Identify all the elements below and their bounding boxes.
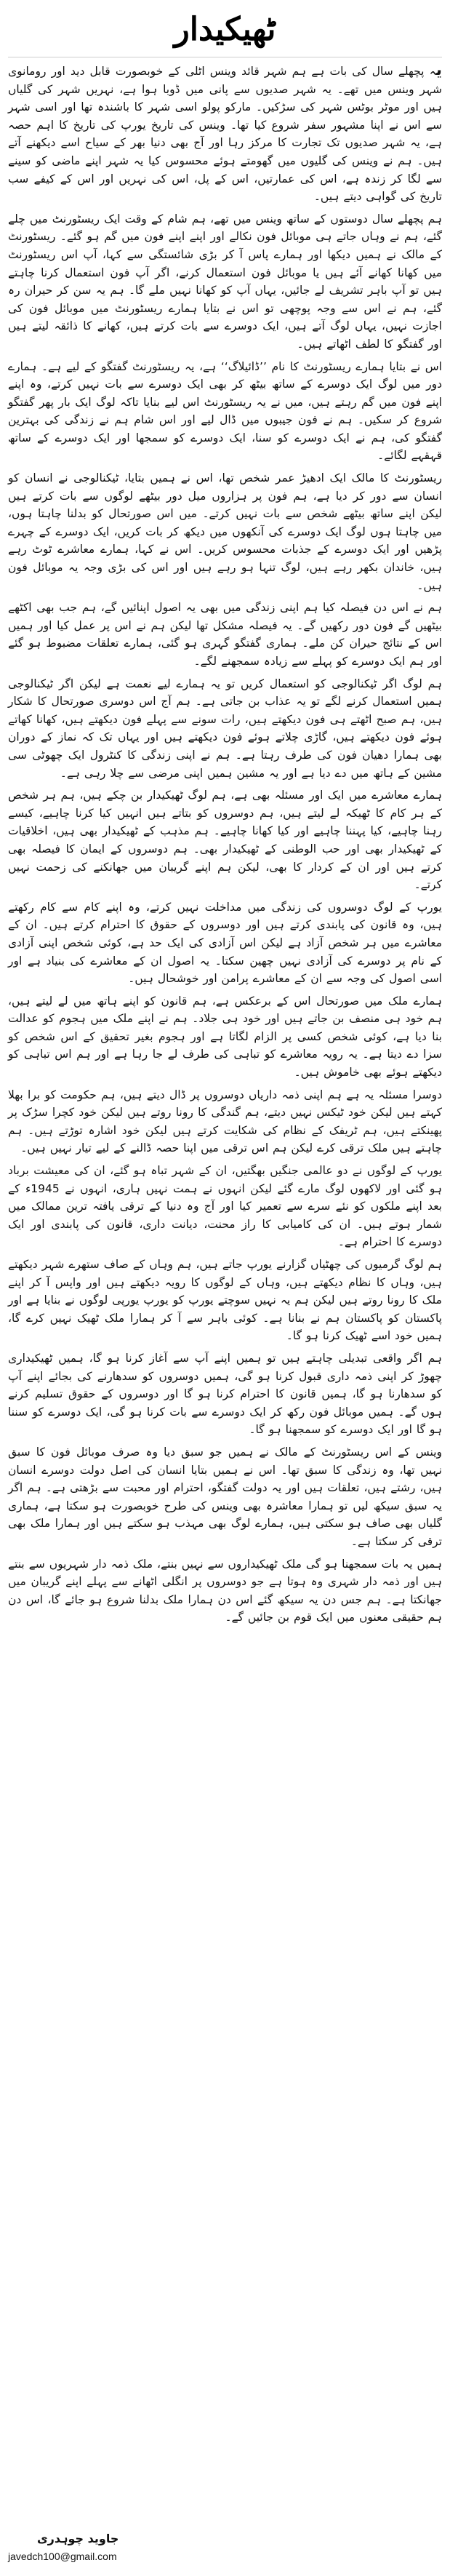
article-paragraph: ہم پچھلے سال دوستوں کے ساتھ وینس میں تھے، ہم شام کے وقت ایک ریسٹورنٹ میں چلے گئے، ہم نے وہاں جاتے ہی موبائل فون نکالے اور اپنے اپنے فون میں گم ہو گئے۔ ریسٹورنٹ کے مالک نے ہمیں دیکھا اور ہمارے پاس آ کر بڑی شائستگی سے کہا، آپ اس ریسٹورنٹ میں کھانا کھانے آئے ہیں یا موبائل فون استعمال کرنے، اگر آپ فون استعمال کرنا چاہتے ہیں تو آپ باہر تشریف لے جائیں، یہاں آپ کو کھانا نہیں ملے گا۔ ہم یہ سن کر حیران رہ گئے، ہم نے اس سے وجہ پوچھی تو اس نے بتایا ہمارے ریسٹورنٹ میں موبائل فون کی اجازت نہیں، یہاں لوگ آتے ہیں، ایک دوسرے سے بات کرتے ہیں، کھانے کا ذائقہ لیتے ہیں اور گفتگو کا لطف اٹھاتے ہیں۔ — [8, 212, 442, 351]
article-paragraph: ہم لوگ اگر ٹیکنالوجی کو استعمال کریں تو یہ ہمارے لیے نعمت ہے لیکن اگر ٹیکنالوجی ہمیں استعمال کرنے لگے تو یہ عذاب بن جاتی ہے۔ ہم آج اس دوسری صورتحال کا شکار ہیں، ہم صبح اٹھتے ہی فون دیکھتے ہیں، رات سونے سے پہلے فون دیکھتے ہیں، کھانا کھاتے ہوئے فون دیکھتے ہیں، گاڑی چلاتے ہوئے فون دیکھتے ہیں اور یہاں تک کہ نماز کے دوران بھی ہمارا دھیان فون کی طرف رہتا ہے۔ ہم نے اپنی زندگی کا کنٹرول ایک چھوٹی سی مشین کے ہاتھ میں دے دیا ہے اور یہ مشین ہمیں اپنی مرضی سے چلا رہی ہے۔ — [8, 677, 442, 780]
article-paragraph: اس نے بتایا ہمارے ریسٹورنٹ کا نام ’’ڈائیلاگ‘‘ ہے، یہ ریسٹورنٹ گفتگو کے لیے ہے۔ ہمارے دور میں لوگ ایک دوسرے کے ساتھ بیٹھ کر بھی ایک دوسرے سے بات نہیں کرتے، وہ اپنے اپنے فون میں گم رہتے ہیں، میں نے یہ ریسٹورنٹ اس لیے بنایا تاکہ لوگ ایک بار پھر گفتگو شروع کر سکیں۔ ہم نے فون جیبوں میں ڈال لیے اور اس شام ہم نے زندگی کی بہترین گفتگو کی، ہم نے ایک دوسرے کو سنا، ایک دوسرے کو سمجھا اور ایک دوسرے کے ساتھ قہقہے لگائے۔ — [8, 359, 442, 463]
article-paragraph: وینس کے اس ریسٹورنٹ کے مالک نے ہمیں جو سبق دیا وہ صرف موبائل فون کا سبق نہیں تھا، وہ زندگی کا سبق تھا۔ اس نے ہمیں بتایا انسان کی اصل دولت دوسرے انسان ہیں، رشتے ہیں، تعلقات ہیں اور یہ دولت گفتگو، احترام اور محبت سے بڑھتی ہے۔ ہم اگر یہ سبق سیکھ لیں تو ہمارا معاشرہ بھی وینس کی طرح خوبصورت ہو سکتا ہے، ہماری گلیاں بھی صاف ہو سکتی ہیں، ہمارے لوگ بھی مہذب ہو سکتے ہیں اور ہمارا ملک بھی ترقی کر سکتا ہے۔ — [8, 1445, 442, 1548]
article-paragraph: یورپ کے لوگوں نے دو عالمی جنگیں بھگتیں، ان کے شہر تباہ ہو گئے، ان کی معیشت برباد ہو گئی اور لاکھوں لوگ مارے گئے لیکن انہوں نے ہمت نہیں ہاری، انہوں نے 1945ء کے بعد اپنے ملکوں کو نئے سرے سے تعمیر کیا اور آج وہ دنیا کے ترقی یافتہ ترین ممالک میں شمار ہوتے ہیں۔ ان کی کامیابی کا راز محنت، دیانت داری، قانون کی پابندی اور ایک دوسرے کا احترام ہے۔ — [8, 1164, 442, 1249]
article-paragraph: دوسرا مسئلہ یہ ہے ہم اپنی ذمہ داریاں دوسروں پر ڈال دیتے ہیں، ہم حکومت کو برا بھلا کہتے ہیں لیکن خود ٹیکس نہیں دیتے، ہم گندگی کا رونا روتے ہیں لیکن خود کچرا سڑک پر پھینکتے ہیں، ہم ٹریفک کے نظام کی شکایت کرتے ہیں لیکن خود اشارہ توڑتے ہیں۔ ہم چاہتے ہیں ملک ترقی کرے لیکن ہم اس ترقی میں اپنا حصہ ڈالنے کے لیے تیار نہیں ہیں۔ — [8, 1088, 442, 1155]
article-title: ٹھیکیدار — [174, 11, 276, 48]
byline — [8, 2531, 442, 2566]
article-paragraph: یہ پچھلے سال کی بات ہے ہم شہر قائد وینس اٹلی کے خوبصورت قابل دید اور رومانوی شہر وینس میں تھے۔ یہ شہر صدیوں سے پانی میں ڈوبا ہوا ہے، نہریں شہر کی گلیاں ہیں اور موٹر بوٹس شہر کی سڑکیں۔ مارکو پولو اسی شہر کا باشندہ تھا اور اسی شہر سے اس نے اپنا مشہور سفر شروع کیا تھا۔ وینس کی تاریخ یورپ کی تاریخ کا اہم حصہ ہے، یہ شہر صدیوں تک تجارت کا مرکز رہا اور آج بھی دنیا بھر کے سیاح اسے دیکھنے آتے ہیں۔ ہم نے وینس کی گلیوں میں گھومتے ہوئے محسوس کیا یہ شہر اپنے ماضی کو سینے سے لگا کر زندہ ہے، اس کی عمارتیں، اس کے پل، اس کی نہریں اور اس کے کیفے سب تاریخ کی گواہی دیتے ہیں۔ — [8, 61, 442, 204]
article-paragraph: ہم نے اس دن فیصلہ کیا ہم اپنی زندگی میں بھی یہ اصول اپنائیں گے، ہم جب بھی اکٹھے بیٹھیں گے فون دور رکھیں گے۔ یہ فیصلہ مشکل تھا لیکن ہم نے اس پر عمل کیا اور ہمیں اس کے نتائج حیران کن ملے۔ ہماری گفتگو گہری ہو گئی، ہمارے تعلقات مضبوط ہو گئے اور ہم ایک دوسرے کو پہلے سے زیادہ سمجھنے لگے۔ — [8, 601, 442, 668]
article-paragraph: ہم اگر واقعی تبدیلی چاہتے ہیں تو ہمیں اپنے آپ سے آغاز کرنا ہو گا، ہمیں ٹھیکیداری چھوڑ کر اپنی ذمہ داری قبول کرنا ہو گی، ہمیں دوسروں کو سدھارنے کی بجائے اپنے آپ کو سدھارنا ہو گا، ہمیں قانون کا احترام کرنا ہو گا اور دوسروں کے حقوق تسلیم کرنے ہوں گے۔ ہمیں موبائل فون رکھ کر ایک دوسرے سے بات کرنا ہو گی، ایک دوسرے کو سننا ہو گا اور ایک دوسرے کو سمجھنا ہو گا۔ — [8, 1351, 442, 1437]
article-paragraph: ہمارے ملک میں صورتحال اس کے برعکس ہے، ہم قانون کو اپنے ہاتھ میں لے لیتے ہیں، ہم خود ہی منصف بن جاتے ہیں اور خود ہی جلاد۔ ہم نے اپنے ملک میں ہجوم کو عدالت بنا دیا ہے، کوئی شخص کسی پر الزام لگاتا ہے اور ہجوم بغیر تحقیق کے اس شخص کو سزا دے دیتا ہے۔ یہ رویہ معاشرے کو تباہی کی طرف لے جا رہا ہے اور ہم اس تباہی کو دیکھتے ہوئے بھی خاموش ہیں۔ — [8, 994, 442, 1080]
author-name: جاوید چوہدری — [37, 2532, 119, 2545]
author-email[interactable]: javedch100@gmail.com — [8, 2551, 117, 2562]
article-paragraph: ہم لوگ گرمیوں کی چھٹیاں گزارنے یورپ جاتے ہیں، ہم وہاں کے صاف ستھرے شہر دیکھتے ہیں، وہاں کا نظام دیکھتے ہیں، وہاں کے لوگوں کا رویہ دیکھتے ہیں اور واپس آ کر اپنے ملک کا رونا روتے ہیں لیکن ہم یہ نہیں سوچتے یورپ کو یورپ یورپی لوگوں نے بنایا ہے اور پاکستان کو پاکستان ہم نے بنانا ہے۔ کوئی باہر سے آ کر ہمارا ملک ٹھیک نہیں کرے گا، ہمیں خود اسے ٹھیک کرنا ہو گا۔ — [8, 1258, 442, 1343]
article-body — [8, 62, 442, 1627]
article-paragraph: ہمیں یہ بات سمجھنا ہو گی ملک ٹھیکیداروں سے نہیں بنتے، ملک ذمہ دار شہریوں سے بنتے ہیں اور ذمہ دار شہری وہ ہوتا ہے جو دوسروں پر انگلی اٹھانے سے پہلے اپنے گریبان میں جھانکتا ہے۔ ہم جس دن یہ سیکھ گئے اس دن ہمارا ملک بدلنا شروع ہو جائے گا، اس دن ہم حقیقی معنوں میں ایک قوم بن جائیں گے۔ — [8, 1557, 442, 1624]
article-paragraph: یورپ کے لوگ دوسروں کی زندگی میں مداخلت نہیں کرتے، وہ اپنے کام سے کام رکھتے ہیں، وہ قانون کی پابندی کرتے ہیں اور دوسروں کے حقوق کا احترام کرتے ہیں۔ ان کے معاشرے میں ہر شخص آزاد ہے لیکن اس آزادی کی ایک حد ہے، کوئی شخص اپنی آزادی کے نام پر دوسرے کی آزادی نہیں چھین سکتا۔ یہ اصول ان کے معاشرے کی بنیاد ہے اور اسی اصول کی وجہ سے ان کے معاشرے پرامن اور خوشحال ہیں۔ — [8, 900, 442, 986]
article-paragraph: ہمارے معاشرے میں ایک اور مسئلہ بھی ہے، ہم لوگ ٹھیکیدار بن چکے ہیں، ہم ہر شخص کے ہر کام کا ٹھیکہ لے لیتے ہیں، ہم دوسروں کو بتاتے ہیں انہیں کیا کرنا چاہیے، کیسے رہنا چاہیے، کیا پہننا چاہیے اور کیا کھانا چاہیے۔ ہم مذہب کے ٹھیکیدار بھی ہیں، اخلاقیات کے ٹھیکیدار بھی اور حب الوطنی کے ٹھیکیدار بھی۔ ہم دوسروں کے ایمان کا فیصلہ بھی کرتے ہیں اور ان کے کردار کا بھی، لیکن ہم اپنے گریبان میں جھانکنے کی زحمت نہیں کرتے۔ — [8, 789, 442, 892]
article-paragraph: ریسٹورنٹ کا مالک ایک ادھیڑ عمر شخص تھا، اس نے ہمیں بتایا، ٹیکنالوجی نے انسان کو انسان سے دور کر دیا ہے، ہم فون پر ہزاروں میل دور بیٹھے لوگوں سے بات کرتے ہیں لیکن اپنے ساتھ بیٹھے شخص سے بات نہیں کرتے۔ میں اس صورتحال کو بدلنا چاہتا ہوں، میں چاہتا ہوں لوگ ایک دوسرے کی آنکھوں میں دیکھ کر بات کریں، ایک دوسرے کے چہرے پڑھیں اور ایک دوسرے کے جذبات محسوس کریں۔ اس نے کہا، ہمارے معاشرے ٹوٹ رہے ہیں، خاندان بکھر رہے ہیں، لوگ تنہا ہو رہے ہیں اور اس کی بڑی وجہ یہ موبائل فون ہیں۔ — [8, 471, 442, 592]
